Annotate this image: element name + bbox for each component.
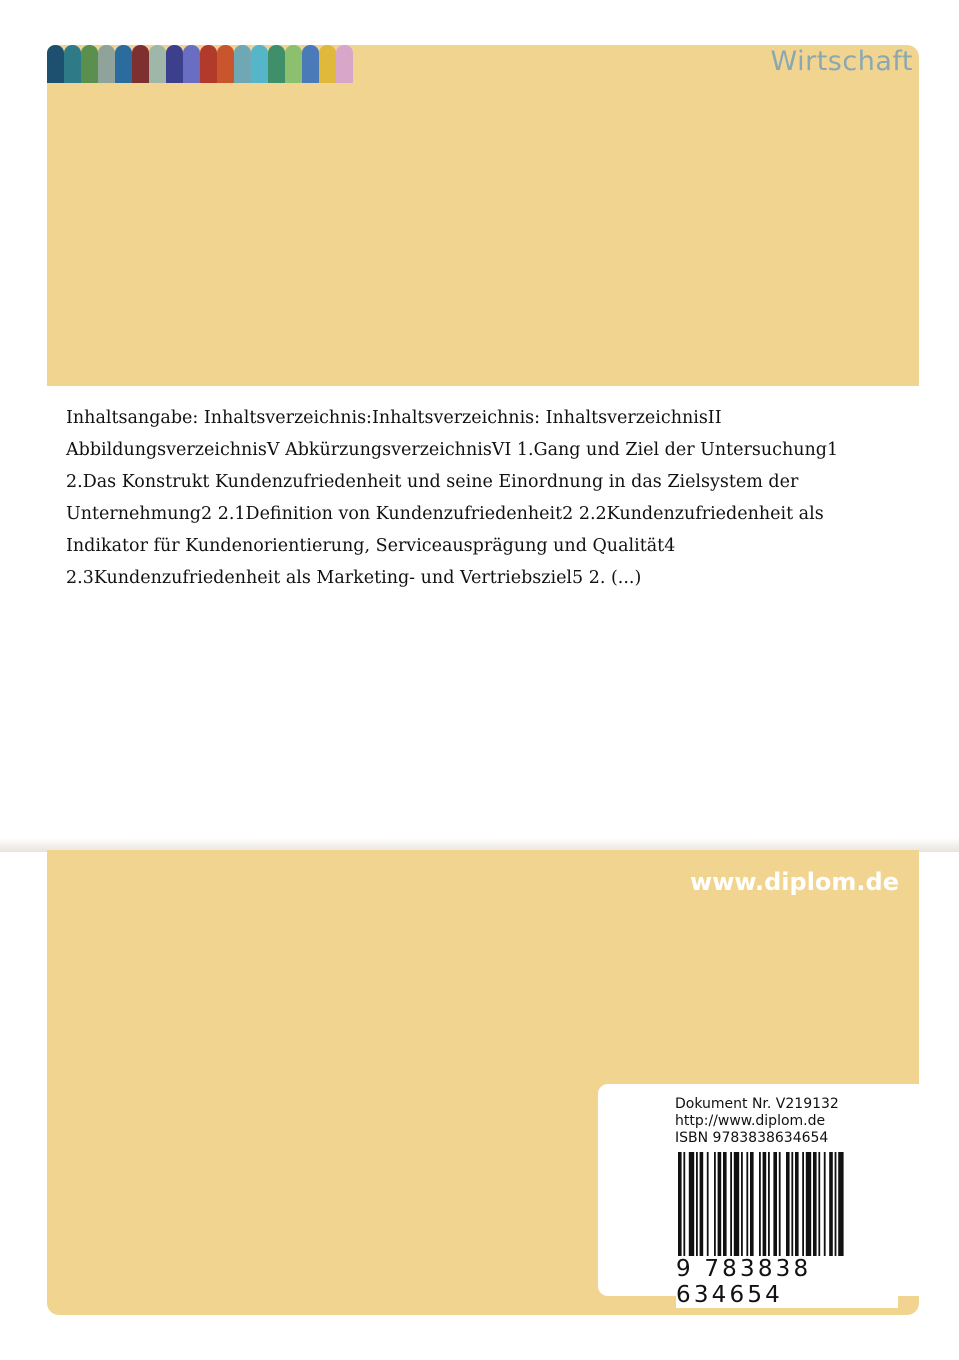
- document-number: Dokument Nr. V219132: [675, 1096, 839, 1112]
- color-tab: [183, 45, 200, 83]
- color-tab: [132, 45, 149, 83]
- color-tab: [47, 45, 64, 83]
- color-tab: [115, 45, 132, 83]
- cover-top-panel: [47, 45, 919, 386]
- color-tab: [149, 45, 166, 83]
- color-tab: [98, 45, 115, 83]
- abstract-text: Inhaltsangabe: Inhaltsverzeichnis:Inhaltsverzeichnis: InhaltsverzeichnisII AbbildungsverzeichnisV AbkürzungsverzeichnisVI 1.Gang und Ziel der Untersuchung1 2.Das Konstrukt Kundenzufriedenheit und seine Einordnung in das Zielsystem der Unternehmung2 2.1Definition von Kundenzufriedenheit2 2.2Kundenzufriedenheit als Indikator für Kundenorientierung, Serviceausprägung und Qualität4 2.3Kundenzufriedenheit als Marketing- und Vertriebsziel5 2. (...): [66, 408, 839, 588]
- document-info: [675, 1096, 839, 1147]
- document-url[interactable]: http://www.diplom.de: [675, 1113, 826, 1129]
- color-tabs: [47, 45, 353, 83]
- color-tab: [200, 45, 217, 83]
- color-tab: [251, 45, 268, 83]
- color-tab: [285, 45, 302, 83]
- color-tab: [81, 45, 98, 83]
- isbn-number: ISBN 9783838634654: [675, 1130, 829, 1146]
- color-tab: [234, 45, 251, 83]
- color-tab: [302, 45, 319, 83]
- color-tab: [166, 45, 183, 83]
- color-tab: [64, 45, 81, 83]
- color-tab: [319, 45, 336, 83]
- color-tab: [336, 45, 353, 83]
- barcode-digits: 9 783838 634654: [676, 1256, 898, 1308]
- category-label: Wirtschaft: [770, 46, 913, 77]
- color-tab: [268, 45, 285, 83]
- color-tab: [217, 45, 234, 83]
- publisher-website[interactable]: www.diplom.de: [690, 868, 899, 896]
